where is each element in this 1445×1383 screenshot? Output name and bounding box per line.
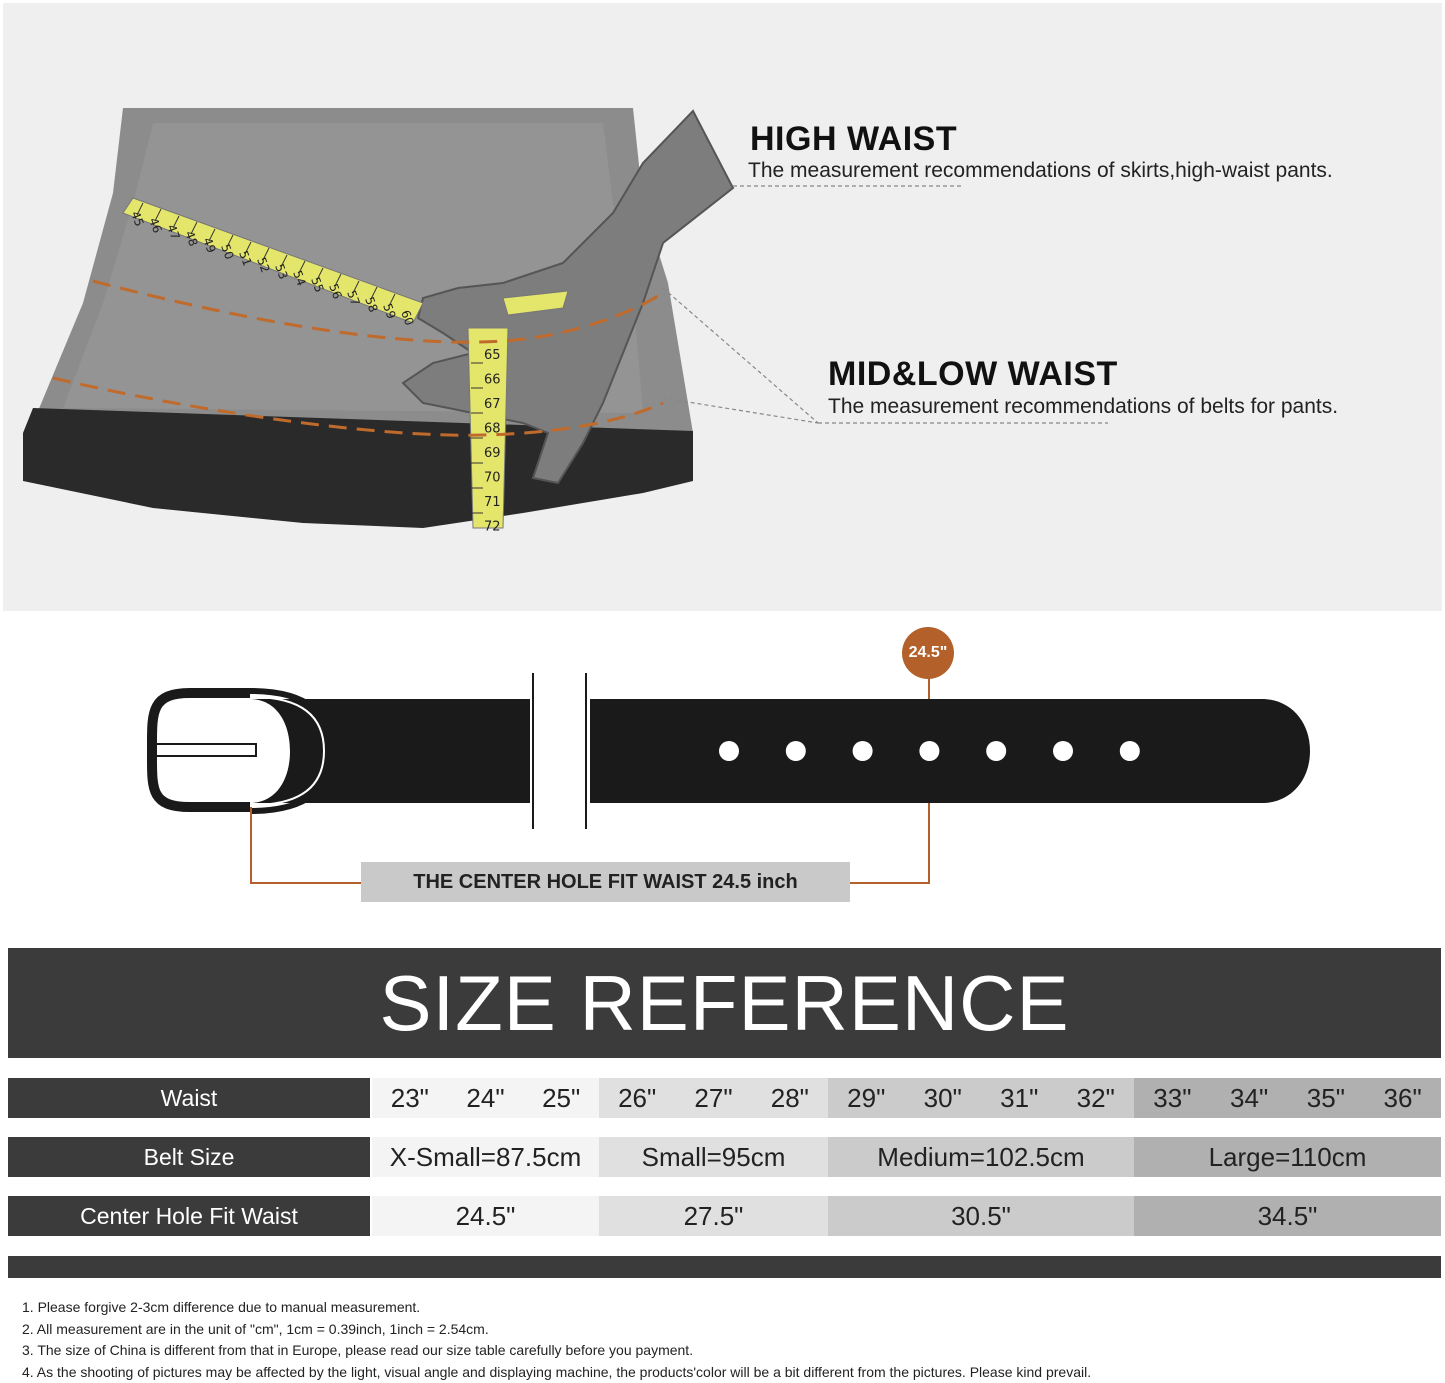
waist-badge: 24.5": [902, 627, 954, 679]
belt-hole: [986, 741, 1006, 761]
center-hole-row-label: Center Hole Fit Waist: [8, 1196, 370, 1236]
waist-illustration: [3, 3, 1442, 611]
tape-number: 60: [398, 308, 417, 328]
center-hole-text: 30.5": [951, 1200, 1011, 1231]
belt-strap-right: [590, 699, 1310, 803]
waist-value: 30": [923, 1082, 962, 1113]
belt-size-text: Large=110cm: [1208, 1141, 1367, 1172]
tape-number: 51: [236, 248, 255, 268]
mid-low-waist-title: MID&LOW WAIST: [828, 355, 1118, 393]
center-hole-value: [599, 1196, 828, 1236]
tape-number: 49: [200, 235, 219, 255]
tape-number: 50: [218, 242, 237, 262]
belt-size-value: [1134, 1137, 1441, 1177]
notes-list: [22, 1297, 1091, 1383]
belt-size-text: Small=95cm: [641, 1141, 786, 1172]
belt-size-value: [599, 1137, 828, 1177]
high-waist-description: The measurement recommendations of skirts,high-waist pants.: [748, 159, 1333, 182]
tape-number: 67: [484, 397, 501, 412]
waist-value: 28": [770, 1082, 809, 1113]
high-waist-title: HIGH WAIST: [750, 120, 958, 158]
waist-value: 24": [466, 1082, 505, 1113]
waist-value: 26": [618, 1082, 657, 1113]
waist-value: 25": [542, 1082, 581, 1113]
waist-group-xs: [372, 1078, 599, 1118]
waist-value: 34": [1230, 1082, 1269, 1113]
center-hole-value: [372, 1196, 599, 1236]
tape-number: 53: [272, 262, 291, 282]
belt-size-label: Belt Size: [8, 1137, 370, 1177]
belt-size-text: X-Small=87.5cm: [389, 1141, 582, 1172]
belt-diagram: [0, 611, 1445, 941]
center-hole-row: [8, 1196, 1441, 1236]
center-hole-label: THE CENTER HOLE FIT WAIST 24.5 inch: [361, 862, 850, 902]
belt-hole: [1120, 741, 1140, 761]
size-reference-banner: [8, 948, 1441, 1058]
waist-row: [8, 1078, 1441, 1118]
tape-number: 65: [484, 348, 501, 363]
waist-value: 36": [1383, 1082, 1422, 1113]
tape-number: 48: [182, 229, 201, 249]
belt-hole: [919, 741, 939, 761]
tape-number: 58: [362, 295, 381, 315]
center-hole-value: [828, 1196, 1134, 1236]
belt-strap-left: [250, 699, 530, 803]
waist-value: 27": [694, 1082, 733, 1113]
note-item: 1. Please forgive 2-3cm difference due to manual measurement.: [22, 1299, 421, 1315]
belt-size-row: [8, 1137, 1441, 1177]
belt-size-value: [828, 1137, 1134, 1177]
waist-label: Waist: [8, 1078, 370, 1118]
waist-value: 35": [1306, 1082, 1345, 1113]
tape-number: 69: [484, 446, 501, 461]
belt-size-value: [372, 1137, 599, 1177]
tape-number: 66: [484, 372, 501, 388]
tape-number: 57: [344, 288, 363, 308]
belt-size-text: Medium=102.5cm: [877, 1141, 1085, 1172]
center-hole-value: [1134, 1196, 1441, 1236]
belt-hole: [719, 741, 739, 761]
mid-low-waist-description: The measurement recommendations of belts for pants.: [828, 395, 1339, 418]
tape-number: 47: [164, 222, 183, 242]
waist-group-s: [599, 1078, 828, 1118]
tape-number: 72: [484, 519, 501, 535]
waist-drawing: [3, 3, 1442, 611]
waist-value: 33": [1153, 1082, 1192, 1113]
belt-hole: [853, 741, 873, 761]
tape-number: 54: [290, 268, 309, 288]
note-item: 2. All measurement are in the unit of "cm", 1cm = 0.39inch, 1inch = 2.54cm.: [22, 1320, 489, 1337]
waist-group-l: [1134, 1078, 1441, 1118]
belt-hole: [786, 741, 806, 761]
waist-value: 29": [847, 1082, 886, 1113]
tape-number: 46: [146, 215, 165, 235]
center-hole-text: 27.5": [683, 1200, 744, 1231]
tape-number: 70: [484, 470, 501, 486]
tape-number: 59: [380, 301, 399, 321]
size-reference-title: SIZE REFERENCE: [379, 958, 1070, 1047]
tape-number: 45: [128, 209, 147, 229]
center-hole-text: 24.5": [455, 1200, 516, 1231]
note-item: 3. The size of China is different from that in Europe, please read our size table carefully before you payment.: [22, 1342, 694, 1358]
tape-number: 55: [308, 275, 327, 295]
waist-value: 23": [390, 1082, 429, 1113]
tape-number: 71: [484, 495, 501, 510]
tape-number: 68: [484, 421, 501, 437]
tape-number: 56: [326, 281, 345, 301]
note-item: 4. As the shooting of pictures may be affected by the light, visual angle and displaying machine, the products'color will be a bit different from the pictures. Please kind prevail.: [22, 1363, 1092, 1380]
waist-group-m: [828, 1078, 1134, 1118]
divider-bar: [8, 1256, 1441, 1278]
waist-value: 31": [1000, 1082, 1039, 1113]
tape-number: 52: [254, 255, 273, 275]
center-hole-text: 34.5": [1257, 1200, 1318, 1231]
waist-value: 32": [1076, 1082, 1115, 1113]
belt-hole: [1053, 741, 1073, 761]
